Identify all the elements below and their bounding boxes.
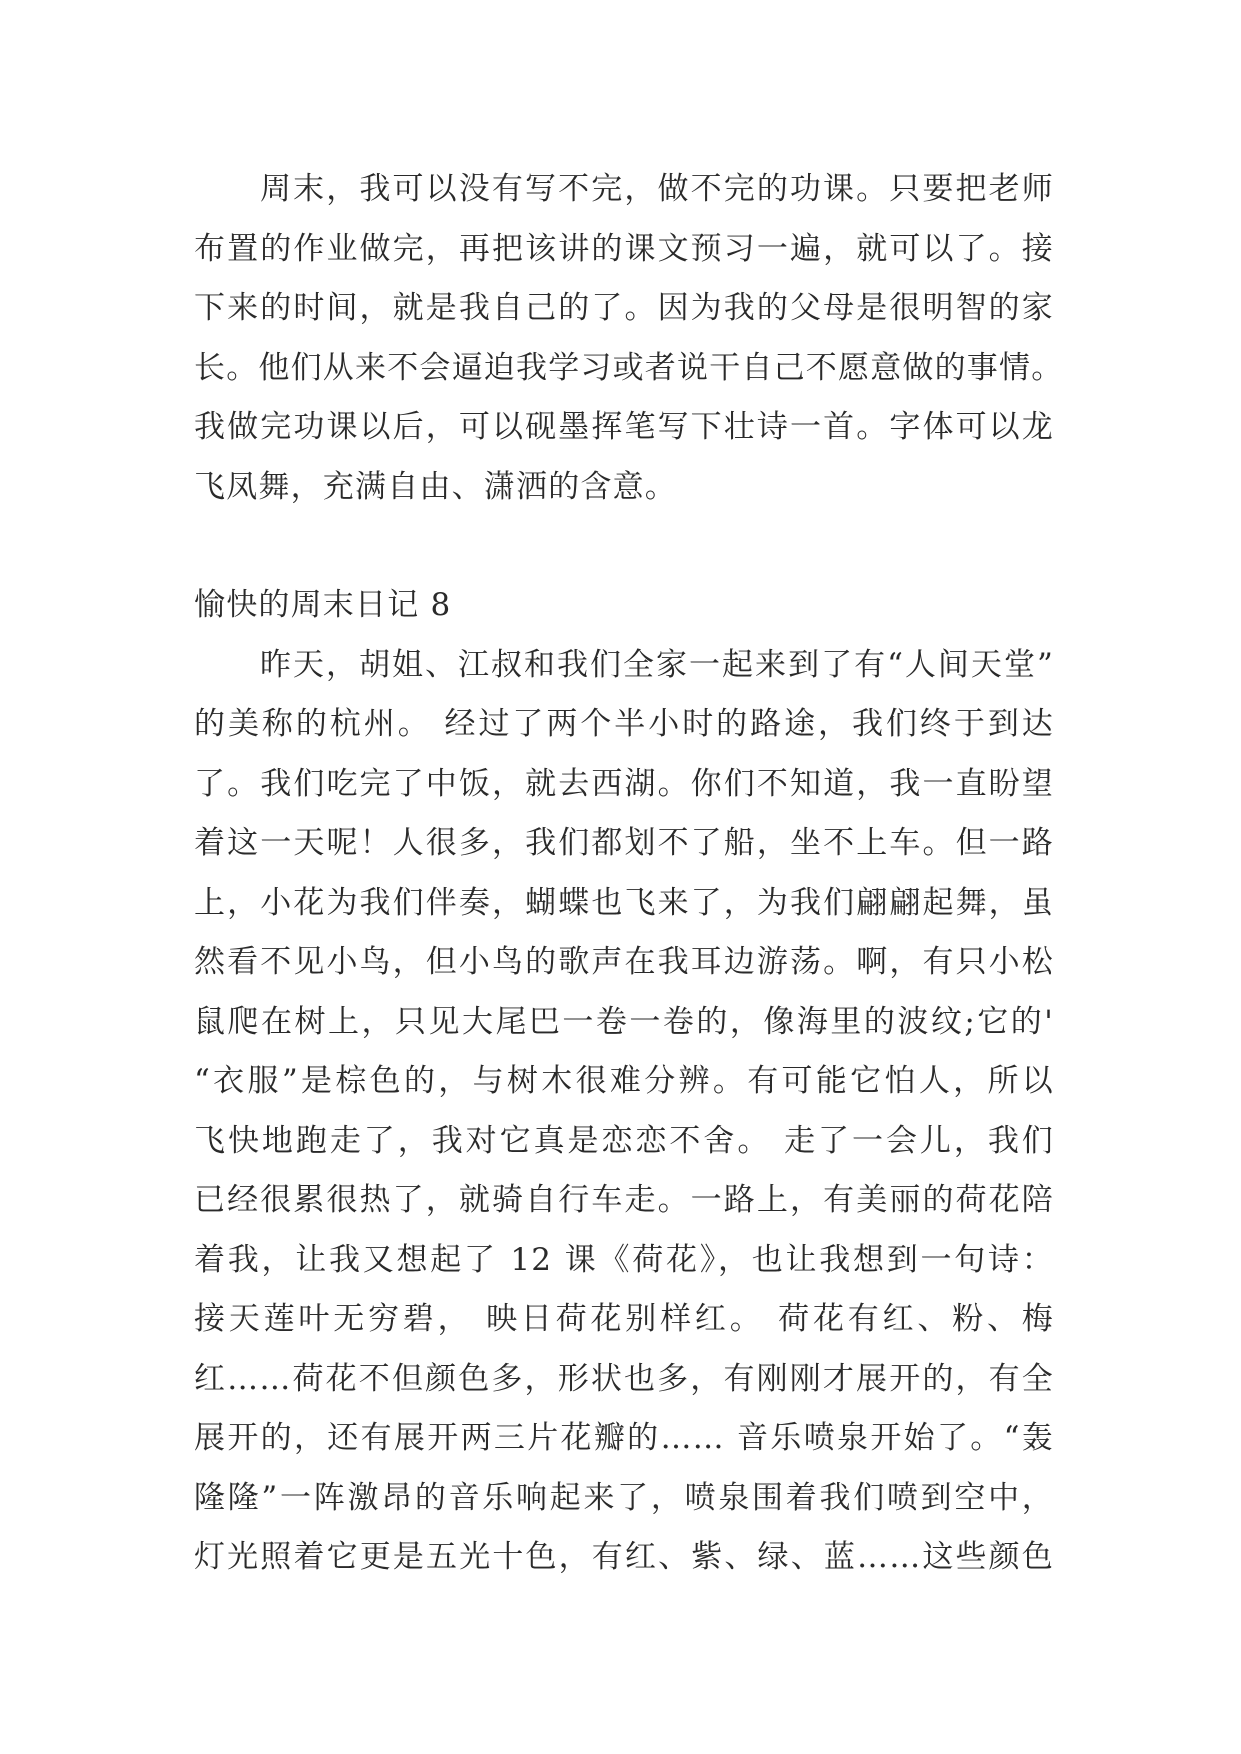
text-line: 飞凤舞，充满自由、潇洒的含意。: [194, 468, 677, 505]
text-line: 了。我们吃完了中饭，就去西湖。你们不知道，我一直盼望: [194, 765, 1054, 802]
text-line: 下来的时间，就是我自己的了。因为我的父母是很明智的家: [194, 290, 1054, 326]
text-line: 鼠爬在树上，只见大尾巴一卷一卷的，像海里的波纹;它的': [194, 1003, 1054, 1040]
text-line: 昨天，胡姐、江叔和我们全家一起来到了有“人间天堂”: [260, 646, 1054, 683]
section-title: 愉快的周末日记 8: [194, 587, 452, 623]
text-line: 已经很累很热了，就骑自行车走。一路上，有美丽的荷花陪: [194, 1182, 1054, 1218]
text-line: 展开的，还有展开两三片花瓣的…… 音乐喷泉开始了。“轰: [194, 1420, 1054, 1456]
paragraph-gap: [194, 517, 1054, 576]
text-line: “衣服”是棕色的，与树木很难分辨。有可能它怕人，所以: [194, 1063, 1054, 1099]
document-body: [194, 160, 1064, 1588]
text-line: 灯光照着它更是五光十色，有红、紫、绿、蓝……这些颜色: [194, 1539, 1054, 1575]
text-line: 着这一天呢！人很多，我们都划不了船，坐不上车。但一路: [194, 825, 1054, 861]
text-line: 布置的作业做完，再把该讲的课文预习一遍，就可以了。接: [194, 230, 1054, 267]
text-line: 接天莲叶无穷碧， 映日荷花别样红。 荷花有红、粉、梅: [194, 1301, 1054, 1337]
text-line: 的美称的杭州。 经过了两个半小时的路途，我们终于到达: [194, 706, 1054, 742]
text-line: 上，小花为我们伴奏，蝴蝶也飞来了，为我们翩翩起舞，虽: [194, 884, 1054, 921]
text-line: 然看不见小鸟，但小鸟的歌声在我耳边游荡。啊，有只小松: [194, 944, 1054, 980]
text-line: 长。他们从来不会逼迫我学习或者说干自己不愿意做的事情。: [194, 349, 1064, 386]
text-line: 隆隆”一阵激昂的音乐响起来了，喷泉围着我们喷到空中，: [194, 1479, 1054, 1516]
text-line: 周末，我可以没有写不完，做不完的功课。只要把老师: [260, 171, 1054, 207]
paragraph-1: [194, 160, 1064, 517]
text-line: 着我，让我又想起了 12 课《荷花》，也让我想到一句诗：: [194, 1241, 1054, 1278]
text-line: 飞快地跑走了，我对它真是恋恋不舍。 走了一会儿，我们: [194, 1122, 1054, 1159]
paragraph-2: [194, 636, 1054, 1588]
text-line: 红……荷花不但颜色多，形状也多，有刚刚才展开的，有全: [194, 1360, 1054, 1397]
text-line: 我做完功课以后，可以砚墨挥笔写下壮诗一首。字体可以龙: [194, 409, 1054, 445]
